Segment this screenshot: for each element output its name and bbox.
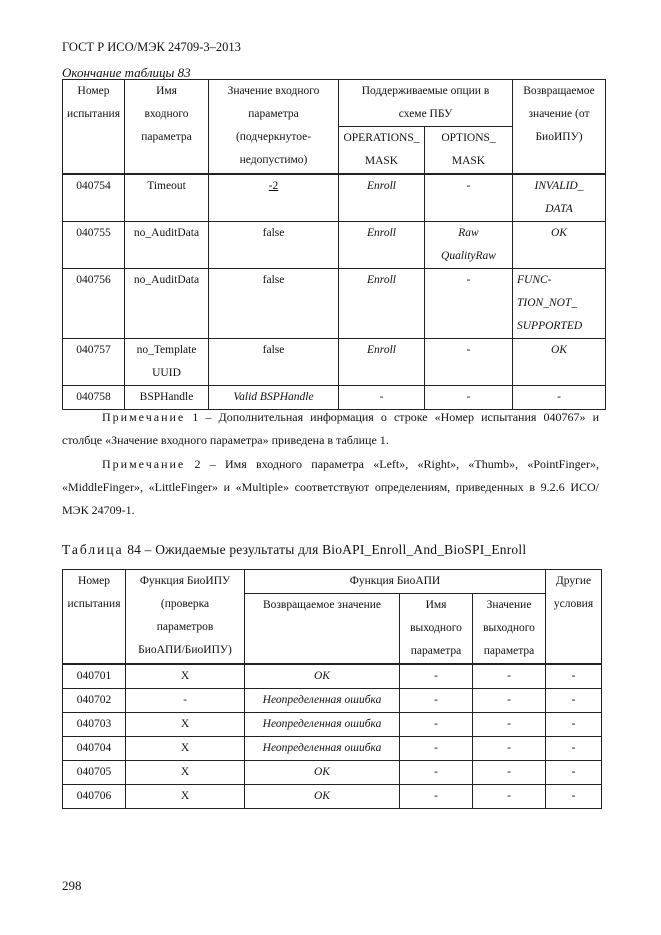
cell-output-value: - (473, 713, 546, 737)
header-output-value: Значение выходного параметра (473, 594, 546, 665)
cell-other-conditions: - (546, 785, 602, 809)
cell-input-name: no_AuditData (125, 269, 209, 339)
cell-operations-mask: - (339, 386, 425, 410)
cell-test-number: 040701 (63, 664, 126, 689)
cell-return-value: OK (513, 339, 606, 386)
header-test-number: Номер испытания (63, 570, 126, 665)
header-other-conditions: Другие условия (546, 570, 602, 665)
cell-return-value: INVALID_ DATA (513, 174, 606, 222)
cell-output-value: - (473, 761, 546, 785)
cell-bsp-function: - (126, 689, 245, 713)
cell-return-value: Неопределенная ошибка (245, 689, 400, 713)
cell-operations-mask: Enroll (339, 269, 425, 339)
cell-test-number: 040704 (63, 737, 126, 761)
cell-return-value: Неопределенная ошибка (245, 713, 400, 737)
cell-output-name: - (400, 664, 473, 689)
cell-other-conditions: - (546, 761, 602, 785)
cell-operations-mask: Enroll (339, 174, 425, 222)
header-test-number: Номер испытания (63, 80, 125, 175)
table-row (63, 785, 602, 809)
table-84-caption: Таблица 84 – Ожидаемые результаты для BioAPI_Enroll_And_BioSPI_Enroll (62, 542, 527, 557)
cell-return-value: OK (245, 664, 400, 689)
cell-input-value: false (209, 269, 339, 339)
cell-test-number: 040758 (63, 386, 125, 410)
cell-test-number: 040705 (63, 761, 126, 785)
cell-input-value: -2 (209, 174, 339, 222)
cell-output-name: - (400, 785, 473, 809)
cell-input-value: false (209, 339, 339, 386)
document-header: ГОСТ Р ИСО/МЭК 24709-3–2013 (62, 40, 241, 54)
table-header-row (63, 80, 606, 127)
cell-input-value: false (209, 222, 339, 269)
cell-return-value: OK (245, 785, 400, 809)
header-input-name: Имя входного параметра (125, 80, 209, 175)
cell-test-number: 040755 (63, 222, 125, 269)
cell-test-number: 040706 (63, 785, 126, 809)
cell-return-value: FUNC- TION_NOT_ SUPPORTED (513, 269, 606, 339)
header-input-value: Значение входного параметра (подчеркнутое- недопустимо) (209, 80, 339, 175)
cell-test-number: 040757 (63, 339, 125, 386)
table-row (63, 689, 602, 713)
cell-test-number: 040754 (63, 174, 125, 222)
cell-test-number: 040703 (63, 713, 126, 737)
note-2: Примечание 2 – Имя входного параметра «Left», «Right», «Thumb», «PointFinger», «MiddleFinger», «LittleFinger» и «Multiple» соответствуют определениям, приведенных в 9.2.6 ИСО/МЭК 24709-1. (62, 457, 599, 517)
table-row (63, 222, 606, 269)
header-return-value: Возвращаемое значение (от БиоИПУ) (513, 80, 606, 175)
note-1: Примечание 1 – Дополнительная информация о строке «Номер испытания 040767» и столбце «Значение входного параметра» приведена в таблице 1. (62, 410, 599, 447)
cell-bsp-function: X (126, 737, 245, 761)
cell-test-number: 040702 (63, 689, 126, 713)
cell-output-value: - (473, 689, 546, 713)
cell-return-value: - (513, 386, 606, 410)
table-row (63, 174, 606, 222)
table-83 (62, 79, 606, 410)
cell-operations-mask: Enroll (339, 222, 425, 269)
cell-options-mask: - (425, 386, 513, 410)
cell-input-name: no_AuditData (125, 222, 209, 269)
cell-options-mask: - (425, 174, 513, 222)
cell-bsp-function: X (126, 761, 245, 785)
table-row (63, 664, 602, 689)
header-output-name: Имя выходного параметра (400, 594, 473, 665)
cell-test-number: 040756 (63, 269, 125, 339)
table-row (63, 713, 602, 737)
cell-output-value: - (473, 785, 546, 809)
cell-other-conditions: - (546, 713, 602, 737)
table-continuation-title: Окончание таблицы 83 (62, 65, 191, 80)
table-row (63, 339, 606, 386)
page-number: 298 (62, 878, 82, 893)
cell-other-conditions: - (546, 689, 602, 713)
cell-other-conditions: - (546, 737, 602, 761)
cell-output-name: - (400, 737, 473, 761)
table-row (63, 269, 606, 339)
cell-output-name: - (400, 761, 473, 785)
cell-input-name: BSPHandle (125, 386, 209, 410)
cell-output-value: - (473, 664, 546, 689)
cell-return-value: OK (245, 761, 400, 785)
cell-options-mask: Raw QualityRaw (425, 222, 513, 269)
cell-other-conditions: - (546, 664, 602, 689)
cell-output-value: - (473, 737, 546, 761)
table-row (63, 761, 602, 785)
header-supported-options: Поддерживаемые опции в схеме ПБУ (339, 80, 513, 127)
cell-return-value: Неопределенная ошибка (245, 737, 400, 761)
cell-bsp-function: X (126, 713, 245, 737)
cell-return-value: OK (513, 222, 606, 269)
cell-output-name: - (400, 713, 473, 737)
header-operations-mask: OPERATIONS_ MASK (339, 127, 425, 175)
header-options-mask: OPTIONS_ MASK (425, 127, 513, 175)
cell-operations-mask: Enroll (339, 339, 425, 386)
cell-input-name: no_Template UUID (125, 339, 209, 386)
cell-options-mask: - (425, 269, 513, 339)
cell-options-mask: - (425, 339, 513, 386)
cell-bsp-function: X (126, 785, 245, 809)
cell-input-value: Valid BSPHandle (209, 386, 339, 410)
cell-bsp-function: X (126, 664, 245, 689)
header-api-function: Функция БиоАПИ (245, 570, 546, 594)
header-bsp-function: Функция БиоИПУ (проверка параметров БиоАПИ/БиоИПУ) (126, 570, 245, 665)
table-header-row (63, 570, 602, 594)
cell-output-name: - (400, 689, 473, 713)
header-return-value: Возвращаемое значение (245, 594, 400, 665)
cell-input-name: Timeout (125, 174, 209, 222)
table-row (63, 737, 602, 761)
table-84 (62, 569, 602, 809)
